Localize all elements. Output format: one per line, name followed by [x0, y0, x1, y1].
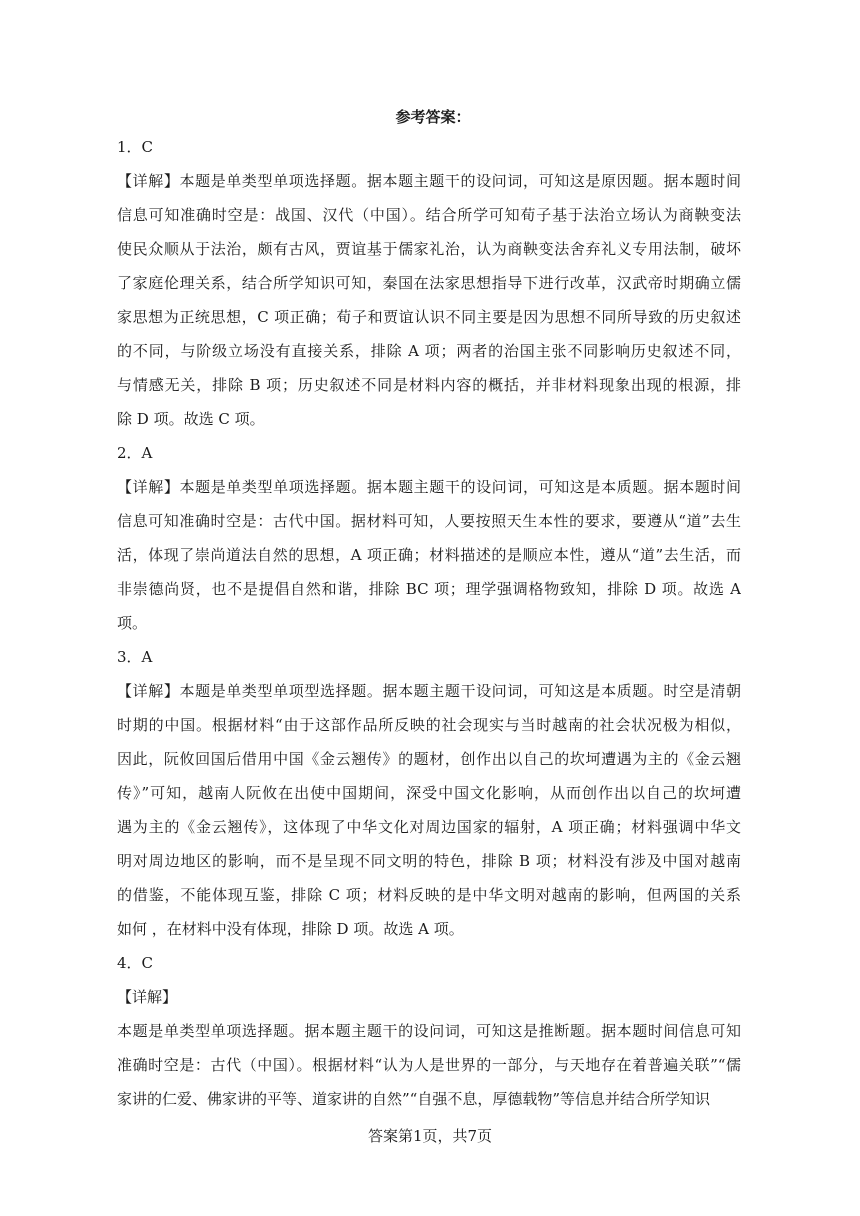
- text-line: 【详解】: [117, 988, 178, 1006]
- text-line: 因此，阮攸回国后借用中国《金云翘传》的题材，创作出以自己的坎坷遭遇为主的《金云翘: [117, 750, 741, 768]
- text-line: 的借鉴，不能体现互鉴，排除 C 项；材料反映的是中华文明对越南的影响，但两国的关系: [117, 886, 741, 904]
- text-line: 使民众顺从于法治，颇有古风，贾谊基于儒家礼治，认为商鞅变法舍弃礼义专用法制，破坏: [117, 240, 741, 258]
- text-line: 与情感无关，排除 B 项；历史叙述不同是材料内容的概括，并非材料现象出现的根源，排: [117, 376, 741, 394]
- text-line: 如何 ，在材料中没有体现，排除 D 项。故选 A 项。: [117, 920, 464, 938]
- answer-number: 2．A: [117, 444, 153, 462]
- text-line: 传》”可知，越南人阮攸在出使中国期间，深受中国文化影响，从而创作出以自己的坎坷遭: [117, 784, 741, 802]
- answer-content: [117, 104, 741, 1116]
- text-line: 家思想为正统思想，C 项正确；荀子和贾谊认识不同主要是因为思想不同所导致的历史叙述: [117, 308, 741, 326]
- answer-list: [117, 130, 741, 1116]
- text-line: 【详解】本题是单类型单项选择题。据本题主题干的设问词，可知这是原因题。据本题时间: [117, 172, 741, 190]
- answer-number: 4．C: [117, 954, 154, 972]
- text-line: 明对周边地区的影响，而不是呈现不同文明的特色，排除 B 项；材料没有涉及中国对越南: [117, 852, 741, 870]
- text-line: 准确时空是：古代（中国）。根据材料“认为人是世界的一部分，与天地存在着普遍关联”“儒: [117, 1056, 741, 1074]
- page-footer: 答案第1页，共7页: [367, 1127, 493, 1145]
- text-line: 活，体现了崇尚道法自然的思想，A 项正确；材料描述的是顺应本性，遵从“道”去生活，而: [117, 546, 741, 564]
- text-line: 家讲的仁爱、佛家讲的平等、道家讲的自然”“自强不息，厚德载物”等信息并结合所学知识: [117, 1090, 711, 1108]
- text-line: 【详解】本题是单类型单项选择题。据本题主题干的设问词，可知这是本质题。据本题时间: [117, 478, 741, 496]
- answer-item: [117, 946, 741, 1116]
- explanation-paragraph: [117, 674, 741, 946]
- answer-number: 1．C: [117, 138, 154, 156]
- explanation-paragraph: [117, 164, 741, 436]
- text-line: 时期的中国。根据材料“由于这部作品所反映的社会现实与当时越南的社会状况极为相似，: [117, 716, 741, 734]
- text-line: 【详解】本题是单类型单项型选择题。据本题主题干设问词，可知这是本质题。时空是清朝: [117, 682, 741, 700]
- text-line: 本题是单类型单项选择题。据本题主题干的设问词，可知这是推断题。据本题时间信息可知: [117, 1022, 741, 1040]
- answer-item: [117, 130, 741, 436]
- answer-number: 3．A: [117, 648, 153, 666]
- text-line: 除 D 项。故选 C 项。: [117, 410, 265, 428]
- text-line: 的不同，与阶级立场没有直接关系，排除 A 项；两者的治国主张不同影响历史叙述不同，: [117, 342, 741, 360]
- answer-item: [117, 436, 741, 640]
- text-line: 信息可知准确时空是：古代中国。据材料可知，人要按照天生本性的要求，要遵从“道”去生: [117, 512, 741, 530]
- text-line: 非崇德尚贤，也不是提倡自然和谐，排除 BC 项；理学强调格物致知，排除 D 项。故选 A: [117, 580, 741, 598]
- text-line: 遇为主的《金云翘传》，这体现了中华文化对周边国家的辐射，A 项正确；材料强调中华文: [117, 818, 741, 836]
- page-title: 参考答案：: [395, 108, 471, 126]
- text-line: 了家庭伦理关系，结合所学知识可知，秦国在法家思想指导下进行改革，汉武帝时期确立儒: [117, 274, 741, 292]
- text-line: 信息可知准确时空是：战国、汉代（中国）。结合所学可知荀子基于法治立场认为商鞅变法: [117, 206, 741, 224]
- text-line: 项。: [117, 614, 148, 632]
- explanation-paragraph: [117, 1014, 741, 1116]
- explanation-paragraph: [117, 980, 741, 1014]
- answer-item: [117, 640, 741, 946]
- explanation-paragraph: [117, 470, 741, 640]
